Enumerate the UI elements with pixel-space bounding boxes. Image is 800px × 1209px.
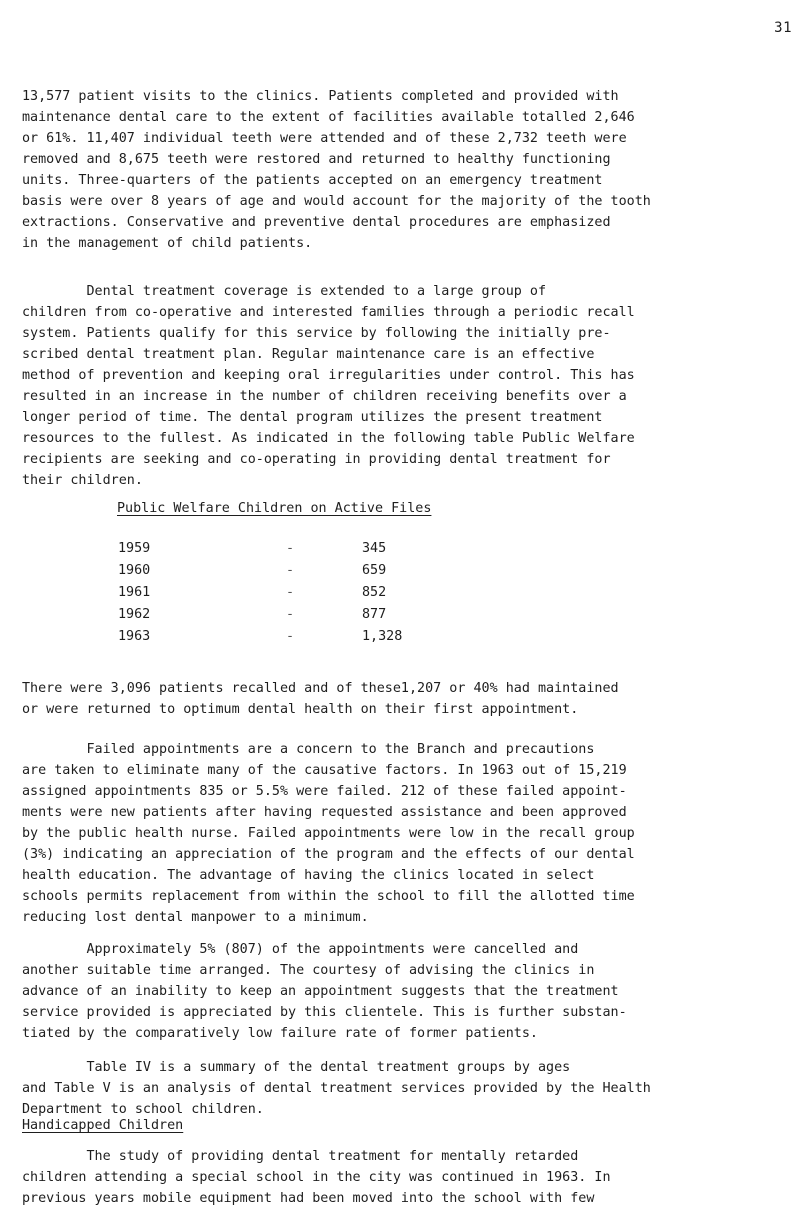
table-cell-year: 1963 bbox=[118, 629, 151, 644]
paragraph-recall-results: There were 3,096 patients recalled and of these1,207 or 40% had maintained or were returned to optimum dental health on their first appointment. bbox=[22, 681, 619, 717]
paragraph-failed-appointments: Failed appointments are a concern to the Branch and precautions are taken to eliminate many of the causative factors. In 1963 out of 15,219 assigned appointments 835 or 5.5% were failed. 212 of these failed appoint- ments were new patients after having requested assistance and been approved by the public health nurse. Failed appointments were low in the recall group (3%) indicating an appreciation of the program and the effects of our dental health education. The advantage of having the clinics located in select schools permits replacement from within the school to fill the allotted time reducing lost dental manpower to a minimum. bbox=[22, 742, 635, 925]
table-cell-dash: - bbox=[286, 629, 295, 644]
table-cell-year: 1961 bbox=[118, 585, 151, 600]
table-cell-year: 1962 bbox=[118, 607, 151, 622]
table-cell-count: 659 bbox=[362, 563, 387, 578]
paragraph-handicapped-children: The study of providing dental treatment for mentally retarded children attending a special school in the city was continued in 1963. In previous years mobile equipment had been moved into the school with few bbox=[22, 1149, 611, 1206]
table-row bbox=[118, 541, 538, 563]
table-row bbox=[118, 607, 538, 629]
table-cell-count: 1,328 bbox=[362, 629, 403, 644]
table-cell-year: 1959 bbox=[118, 541, 151, 556]
paragraph-cancelled-appointments: Approximately 5% (807) of the appointments were cancelled and another suitable time arranged. The courtesy of advising the clinics in advance of an inability to keep an appointment suggests that the treatment service provided is appreciated by this clientele. This is further substan- tiated by the comparatively low failure rate of former patients. bbox=[22, 942, 627, 1041]
paragraph-table-summary: Table IV is a summary of the dental treatment groups by ages and Table V is an analysis of dental treatment services provided by the Health Department to school children. bbox=[22, 1060, 651, 1117]
page-number: 31 bbox=[774, 20, 792, 36]
table-title: Public Welfare Children on Active Files bbox=[117, 501, 432, 516]
table-cell-count: 877 bbox=[362, 607, 387, 622]
table-cell-dash: - bbox=[286, 541, 295, 556]
table-cell-year: 1960 bbox=[118, 563, 151, 578]
paragraph-treatment-coverage: Dental treatment coverage is extended to a large group of children from co-operative and interested families through a periodic recall system. Patients qualify for this service by following the initially pre- scribed dental treatment plan. Regular maintenance care is an effective method of prevention and keeping oral irregularities under control. This has resulted in an increase in the number of children receiving benefits over a longer period of time. The dental program utilizes the present treatment resources to the fullest. As indicated in the following table Public Welfare recipients are seeking and co-operating in providing dental treatment for their children. bbox=[22, 284, 635, 488]
section-heading-handicapped: Handicapped Children bbox=[22, 1118, 184, 1133]
table-cell-dash: - bbox=[286, 607, 295, 622]
paragraph-clinic-visits: 13,577 patient visits to the clinics. Patients completed and provided with maintenance dental care to the extent of facilities available totalled 2,646 or 61%. 11,407 individual teeth were attended and of these 2,732 teeth were removed and 8,675 teeth were restored and returned to healthy functioning units. Three-quarters of the patients accepted on an emergency treatment basis were over 8 years of age and would account for the majority of the tooth extractions. Conservative and preventive dental procedures are emphasized in the management of child patients. bbox=[22, 89, 651, 251]
table-row bbox=[118, 563, 538, 585]
table-row bbox=[118, 585, 538, 607]
welfare-children-table bbox=[118, 541, 538, 651]
table-cell-count: 345 bbox=[362, 541, 387, 556]
table-cell-dash: - bbox=[286, 563, 295, 578]
table-cell-dash: - bbox=[286, 585, 295, 600]
table-row bbox=[118, 629, 538, 651]
table-cell-count: 852 bbox=[362, 585, 387, 600]
